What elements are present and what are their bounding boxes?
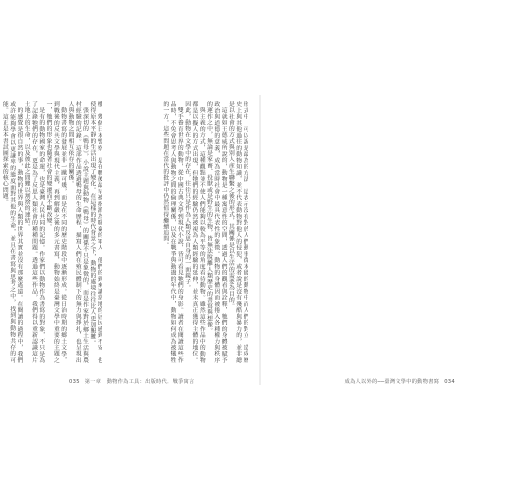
paragraph: 是有的動物國家的命運，也是臺灣人民共同的記憶。作家們以動物作為書寫的對象，不只是為了記錄牠們的存在，更是為了反思人類社會的種種問題。透過這些作品，我們得以重新認識這片土地上的生命，以及彼此之間難以割捨的連結。 <box>23 101 44 363</box>
right-folio <box>345 378 458 385</box>
right-page-body <box>0 101 102 363</box>
paragraph: 這就如王德威所說的，動物是一種寓意性的空間，透過人們的觀看與詮釋，牠們的身體被賦予政治與道德的意義，成為當時社會中最具代表性的象徵。動物的身體因而被捲入各種權力與秩序的運作之中，無論是家畜、役獸或是野生的生物，皆無法脫離人類歷史的書寫與想像。 <box>205 101 227 363</box>
running-head: 成為人以外的──臺灣文學中的動物書寫 <box>344 379 440 385</box>
running-head: 第一章 動物作為工具：出版時代．戰爭寓言 <box>84 379 195 385</box>
paragraph: 樓，幾個日本警察，是在戰後最早被指派為駐臺的軍人，他們的到來讓當地的居民感到不安，也使得原本平靜的生活出現了變化。在這樣的時代背景之下，動物的處境往往比人更加艱難。 <box>88 101 103 363</box>
paragraph: 的感覺是很自然的事，動物的世界與人類的世界其實並沒有那麼遙遠。在閱讀的過程中，我們或許能夠學會以更謙卑的態度面對其他的生命，並且在書寫與思考之中，找到與動物共存的可能。這正是本書試圖探索的核心問題。 <box>1 101 22 363</box>
paragraph: 動物書寫的發展並非一蹴可幾，而是在不同的歷史階段中逐漸形成。從日治時期的鄉土文學，到戰後的反共文學與現代主義，再到解嚴之後的多元書寫，動物始終是臺灣文學中重要的主題之一，牠們的形象也隨著社會的變遷而不斷改變。 <box>45 101 66 363</box>
page-number: 034 <box>444 379 455 385</box>
right-page <box>260 0 520 500</box>
page-number: 035 <box>69 379 80 385</box>
paragraph: 張深切的《鴨母》，小說主題與動物《鴨母》的關係不只是象徵的，而是作家對於鄉土生活與農村經驗的記錄。這部作品透過鴨母的生命歷程，描寫人們在殖民體制下的無力與掙扎，也呈現出人與動物之間相互依存的關係。 <box>66 101 88 363</box>
paragraph: 與主義的方式，這種觀點並不使人們能夠以較為平等的角度看待動物。雖然這些作品中的動物都是以擬人的方式出現，但牠們的經驗仍然被視為人類經驗的延伸，並未真正獲得主體的地位。因此，動物在文學中的存在，往往只是作為人類反思自身的一面鏡子。 <box>183 101 205 363</box>
paragraph: 形式中，可以說是最為的方法，這表示沒有對於人們動事從本能的動物中而人們的對立，造成歷史上與其他過往的動物知識，並不代表動物對他人的侵犯，或者說是沒有殘酷與暴力的，並非總是以社會的方式與別人產生聯繫之後的形式，其關係是以生活的需要為目的。 <box>227 101 248 363</box>
paragraph: 雙手養育世界的動物，從中國古典文學到現代小說，皆可看見牠們的身影。讀者在閱讀這些作品時，不免會思考人與動物之間的倫理關係，以及在戰爭與動盪的年代中，動物如何成為被犧牲的一方。這些問題在當代的批評中仍然值得繼續追問。 <box>161 101 183 363</box>
left-folio <box>66 378 195 385</box>
